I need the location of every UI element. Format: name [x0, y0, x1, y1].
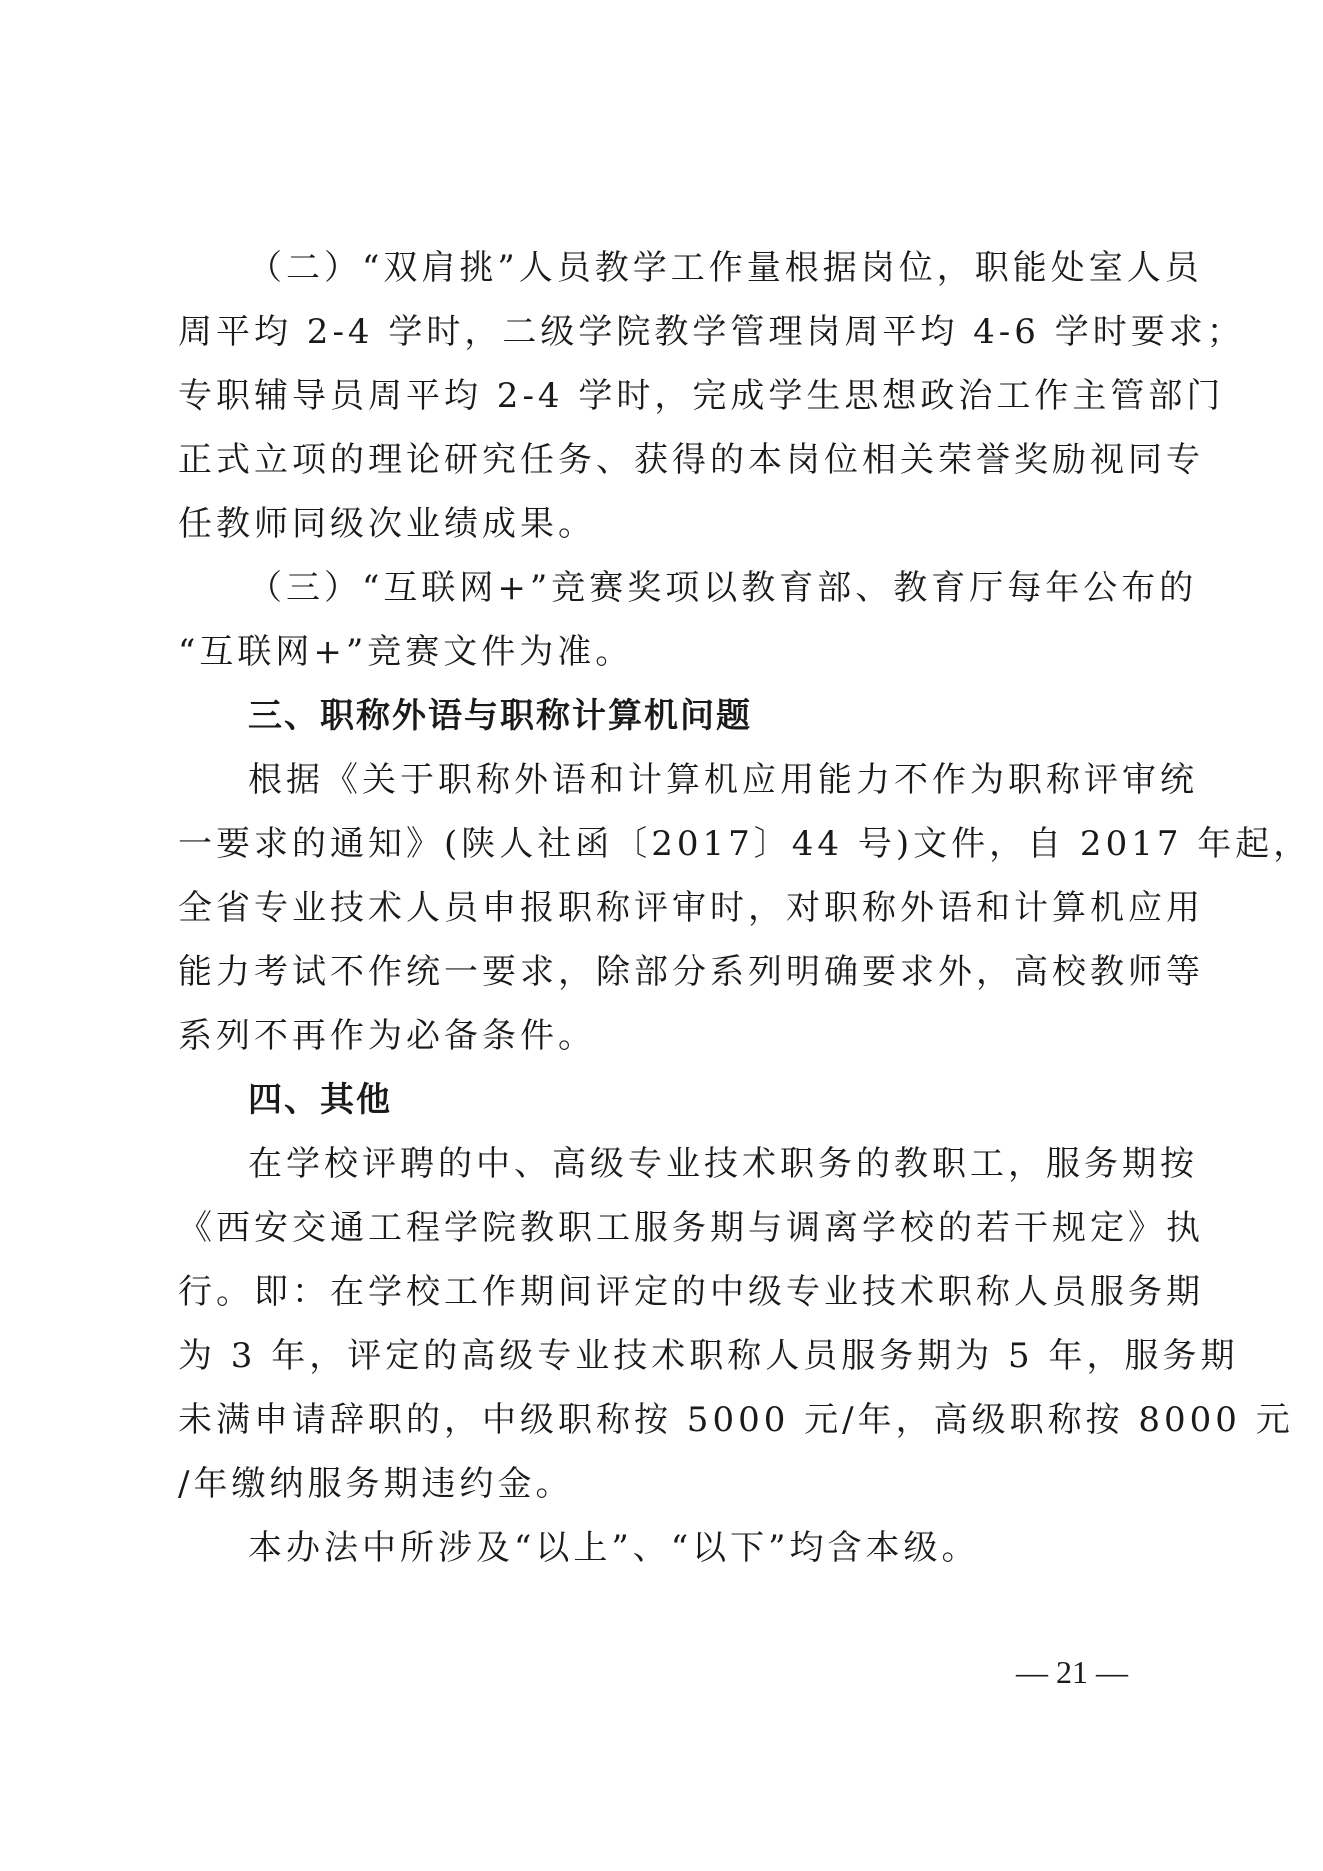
- paragraph-line: 在学校评聘的中、高级专业技术职务的教职工，服务期按: [248, 1144, 1198, 1184]
- paragraph-line: 正式立项的理论研究任务、获得的本岗位相关荣誉奖励视同专: [178, 440, 1204, 480]
- paragraph-line: /年缴纳服务期违约金。: [178, 1464, 574, 1504]
- paragraph-line: 行。即：在学校工作期间评定的中级专业技术职称人员服务期: [178, 1272, 1204, 1312]
- section-heading: 四、其他: [248, 1080, 392, 1120]
- paragraph-line: 专职辅导员周平均 2-4 学时，完成学生思想政治工作主管部门: [178, 376, 1225, 416]
- paragraph-line: 全省专业技术人员申报职称评审时，对职称外语和计算机应用: [178, 888, 1204, 928]
- paragraph-line: “互联网+”竞赛文件为准。: [178, 632, 634, 672]
- paragraph-line: 系列不再作为必备条件。: [178, 1016, 596, 1056]
- page-number: — 21 —: [1016, 1654, 1128, 1690]
- paragraph-line: 一要求的通知》(陕人社函〔2017〕44 号)文件，自 2017 年起，: [178, 824, 1312, 864]
- paragraph-line: 未满申请辞职的，中级职称按 5000 元/年，高级职称按 8000 元: [178, 1400, 1294, 1440]
- paragraph-line: 为 3 年，评定的高级专业技术职称人员服务期为 5 年，服务期: [178, 1336, 1239, 1376]
- paragraph-line: 周平均 2-4 学时，二级学院教学管理岗周平均 4-6 学时要求；: [178, 312, 1245, 352]
- paragraph-line: （三）“互联网+”竞赛奖项以教育部、教育厅每年公布的: [248, 568, 1198, 608]
- paragraph-line: 任教师同级次业绩成果。: [178, 504, 596, 544]
- paragraph-line: 《西安交通工程学院教职工服务期与调离学校的若干规定》执: [178, 1208, 1204, 1248]
- paragraph-line: （二）“双肩挑”人员教学工作量根据岗位，职能处室人员: [248, 248, 1203, 288]
- document-body: [178, 236, 1312, 1580]
- paragraph-line: 本办法中所涉及“以上”、“以下”均含本级。: [248, 1528, 980, 1568]
- paragraph-line: 根据《关于职称外语和计算机应用能力不作为职称评审统: [248, 760, 1198, 800]
- paragraph-line: 能力考试不作统一要求，除部分系列明确要求外，高校教师等: [178, 952, 1204, 992]
- section-heading: 三、职称外语与职称计算机问题: [248, 696, 752, 736]
